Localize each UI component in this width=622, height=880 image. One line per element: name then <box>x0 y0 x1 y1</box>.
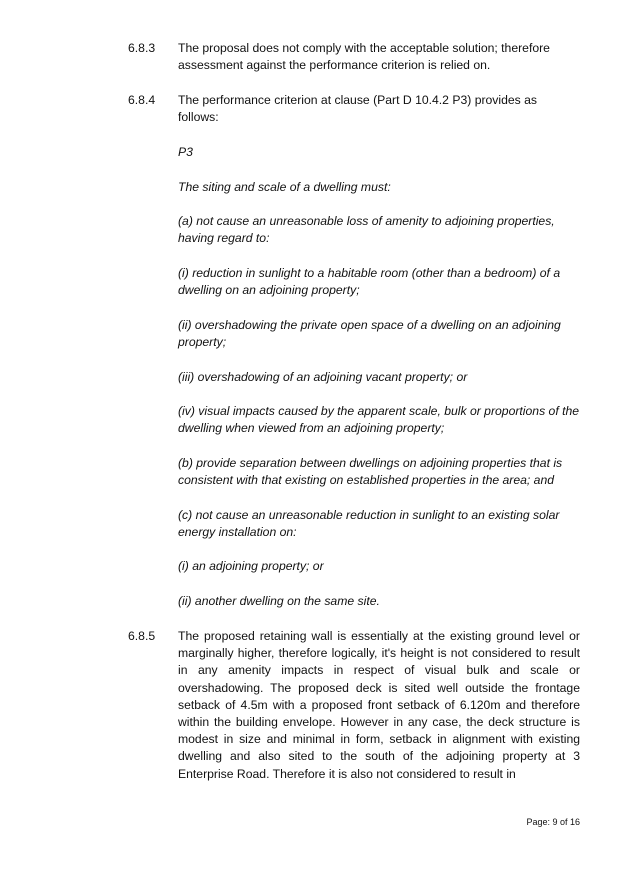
quote-item-c-ii: (ii) another dwelling on the same site. <box>178 594 380 608</box>
paragraph-text: The performance criterion at clause (Part D 10.4.2 P3) provides as follows: <box>178 93 538 125</box>
quote-item-c-i: (i) an adjoining property; or <box>178 559 324 573</box>
paragraph-number: 6.8.4 <box>128 93 156 107</box>
paragraph-text: The proposal does not comply with the acceptable solution; therefore assessment against the performance criterion is relied on. <box>178 41 550 73</box>
paragraph-text: The proposed retaining wall is essentially at the existing ground level or marginally higher, therefore logically, it's height is not considered to result in any amenity impacts in respect of visual bulk and scale or overshadowing. The proposed deck is sited well outside the frontage setback of 4.5m with a proposed front setback of 6.120m and therefore within the building envelope. However in any case, the deck structure is modest in size and minimal in form, setback in alignment with existing dwelling and also sited to the south of the adjoining property at 3 Enterprise Road. Therefore it is also not considered to result in <box>178 629 580 781</box>
paragraph-6-8-3 <box>128 40 580 74</box>
quote-heading: P3 <box>178 145 193 159</box>
quote-item-a-i: (i) reduction in sunlight to a habitable room (other than a bedroom) of a dwelling on an adjoining property; <box>178 266 561 298</box>
paragraph-6-8-4 <box>128 92 580 126</box>
quote-item-c: (c) not cause an unreasonable reduction in sunlight to an existing solar energy installation on: <box>178 508 560 540</box>
page-number: Page: 9 of 16 <box>526 817 580 827</box>
paragraph-number: 6.8.3 <box>128 41 156 55</box>
paragraph-6-8-5 <box>128 628 580 783</box>
quote-intro: The siting and scale of a dwelling must: <box>178 180 391 194</box>
quote-item-a-iv: (iv) visual impacts caused by the apparent scale, bulk or proportions of the dwelling when viewed from an adjoining property; <box>178 404 580 436</box>
quote-item-a: (a) not cause an unreasonable loss of amenity to adjoining properties, having regard to: <box>178 214 555 246</box>
quote-item-b: (b) provide separation between dwellings on adjoining properties that is consistent with that existing on established properties in the area; and <box>178 456 563 488</box>
quote-item-a-ii: (ii) overshadowing the private open space of a dwelling on an adjoining property; <box>178 318 561 350</box>
quote-item-a-iii: (iii) overshadowing of an adjoining vacant property; or <box>178 370 468 384</box>
paragraph-number: 6.8.5 <box>128 629 156 643</box>
